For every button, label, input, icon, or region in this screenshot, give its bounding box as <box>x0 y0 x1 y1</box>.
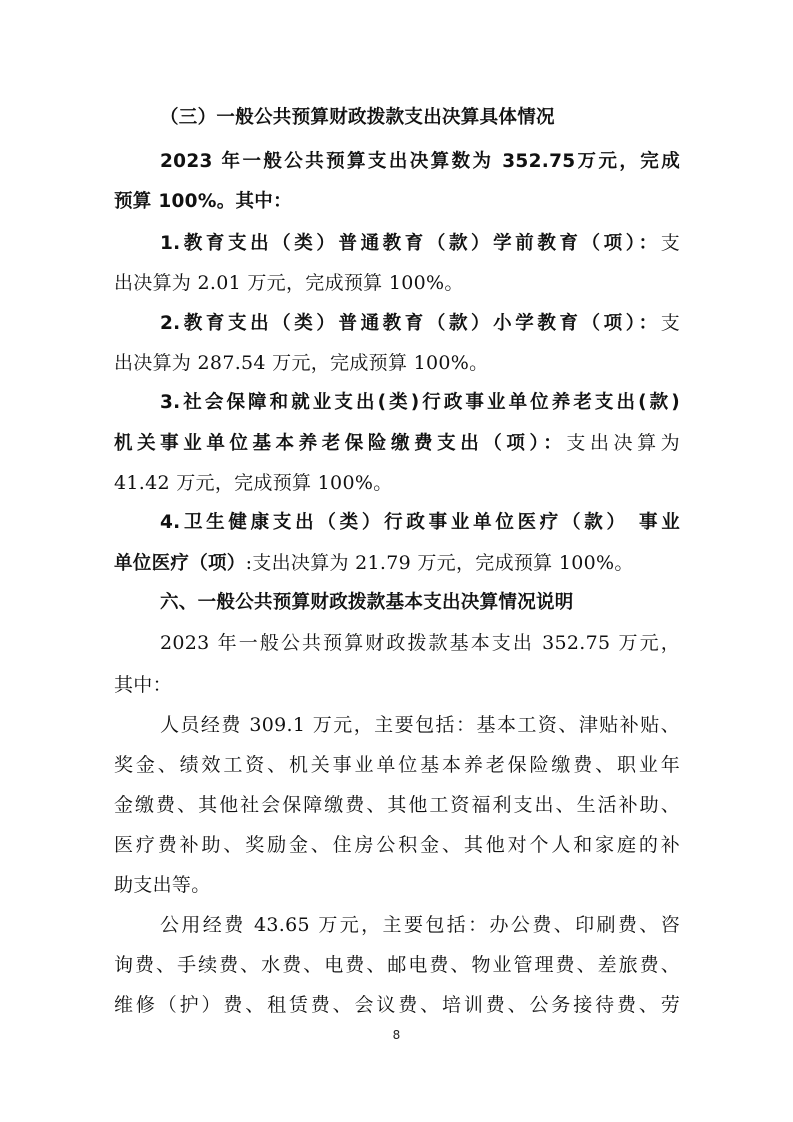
paragraph-line: 询费、手续费、水费、电费、邮电费、物业管理费、差旅费、 <box>114 954 680 976</box>
paragraph-line: 人员经费 309.1 万元，主要包括：基本工资、津贴补贴、 <box>160 714 680 736</box>
paragraph-line: 2023 年一般公共预算财政拨款基本支出 352.75 万元， <box>160 632 680 654</box>
item-text: 支 <box>660 312 680 334</box>
paragraph-line: 出决算为 2.01 万元，完成预算 100%。 <box>114 272 464 294</box>
item-title: 单位医疗（项） <box>114 553 246 574</box>
item-title: 1.教育支出（类）普通教育（款）学前教育（项）： <box>160 233 661 254</box>
item-text: 支 <box>660 232 680 254</box>
paragraph-line: 奖金、绩效工资、机关事业单位基本养老保险缴费、职业年 <box>114 754 680 776</box>
paragraph-line <box>114 550 680 577</box>
item-text: :支出决算为 21.79 万元，完成预算 100%。 <box>245 552 634 574</box>
section-heading-6: 六、一般公共预算财政拨款基本支出决算情况说明 <box>160 592 574 613</box>
paragraph-line: 预算 100%。其中： <box>114 191 292 212</box>
paragraph-line: 4.卫生健康支出（类）行政事业单位医疗（款） 事业 <box>160 512 680 533</box>
paragraph-line: 2023 年一般公共预算支出决算数为 352.75万元，完成 <box>160 151 680 172</box>
paragraph-line: 其中： <box>114 674 172 696</box>
paragraph-line: 医疗费补助、奖励金、住房公积金、其他对个人和家庭的补 <box>114 834 680 856</box>
paragraph-line <box>160 310 680 337</box>
paragraph-line <box>160 230 680 257</box>
item-title: 机关事业单位基本养老保险缴费支出（项）： <box>114 433 567 454</box>
item-text: 支出决算为 <box>566 432 680 454</box>
paragraph-line: 金缴费、其他社会保障缴费、其他工资福利支出、生活补助、 <box>114 794 680 816</box>
section-heading-3: （三）一般公共预算财政拨款支出决算具体情况 <box>160 107 555 128</box>
paragraph-line: 助支出等。 <box>114 874 211 896</box>
paragraph-line: 出决算为 287.54 万元，完成预算 100%。 <box>114 352 489 374</box>
page-number: 8 <box>392 1028 401 1042</box>
paragraph-line <box>114 430 680 457</box>
item-title: 2.教育支出（类）普通教育（款）小学教育（项）： <box>160 313 661 334</box>
paragraph-line: 41.42 万元，完成预算 100%。 <box>114 472 393 494</box>
paragraph-line: 3.社会保障和就业支出(类)行政事业单位养老支出(款) <box>160 392 680 413</box>
paragraph-line: 维修（护）费、租赁费、会议费、培训费、公务接待费、劳 <box>114 994 680 1016</box>
paragraph-line: 公用经费 43.65 万元，主要包括：办公费、印刷费、咨 <box>160 914 680 936</box>
